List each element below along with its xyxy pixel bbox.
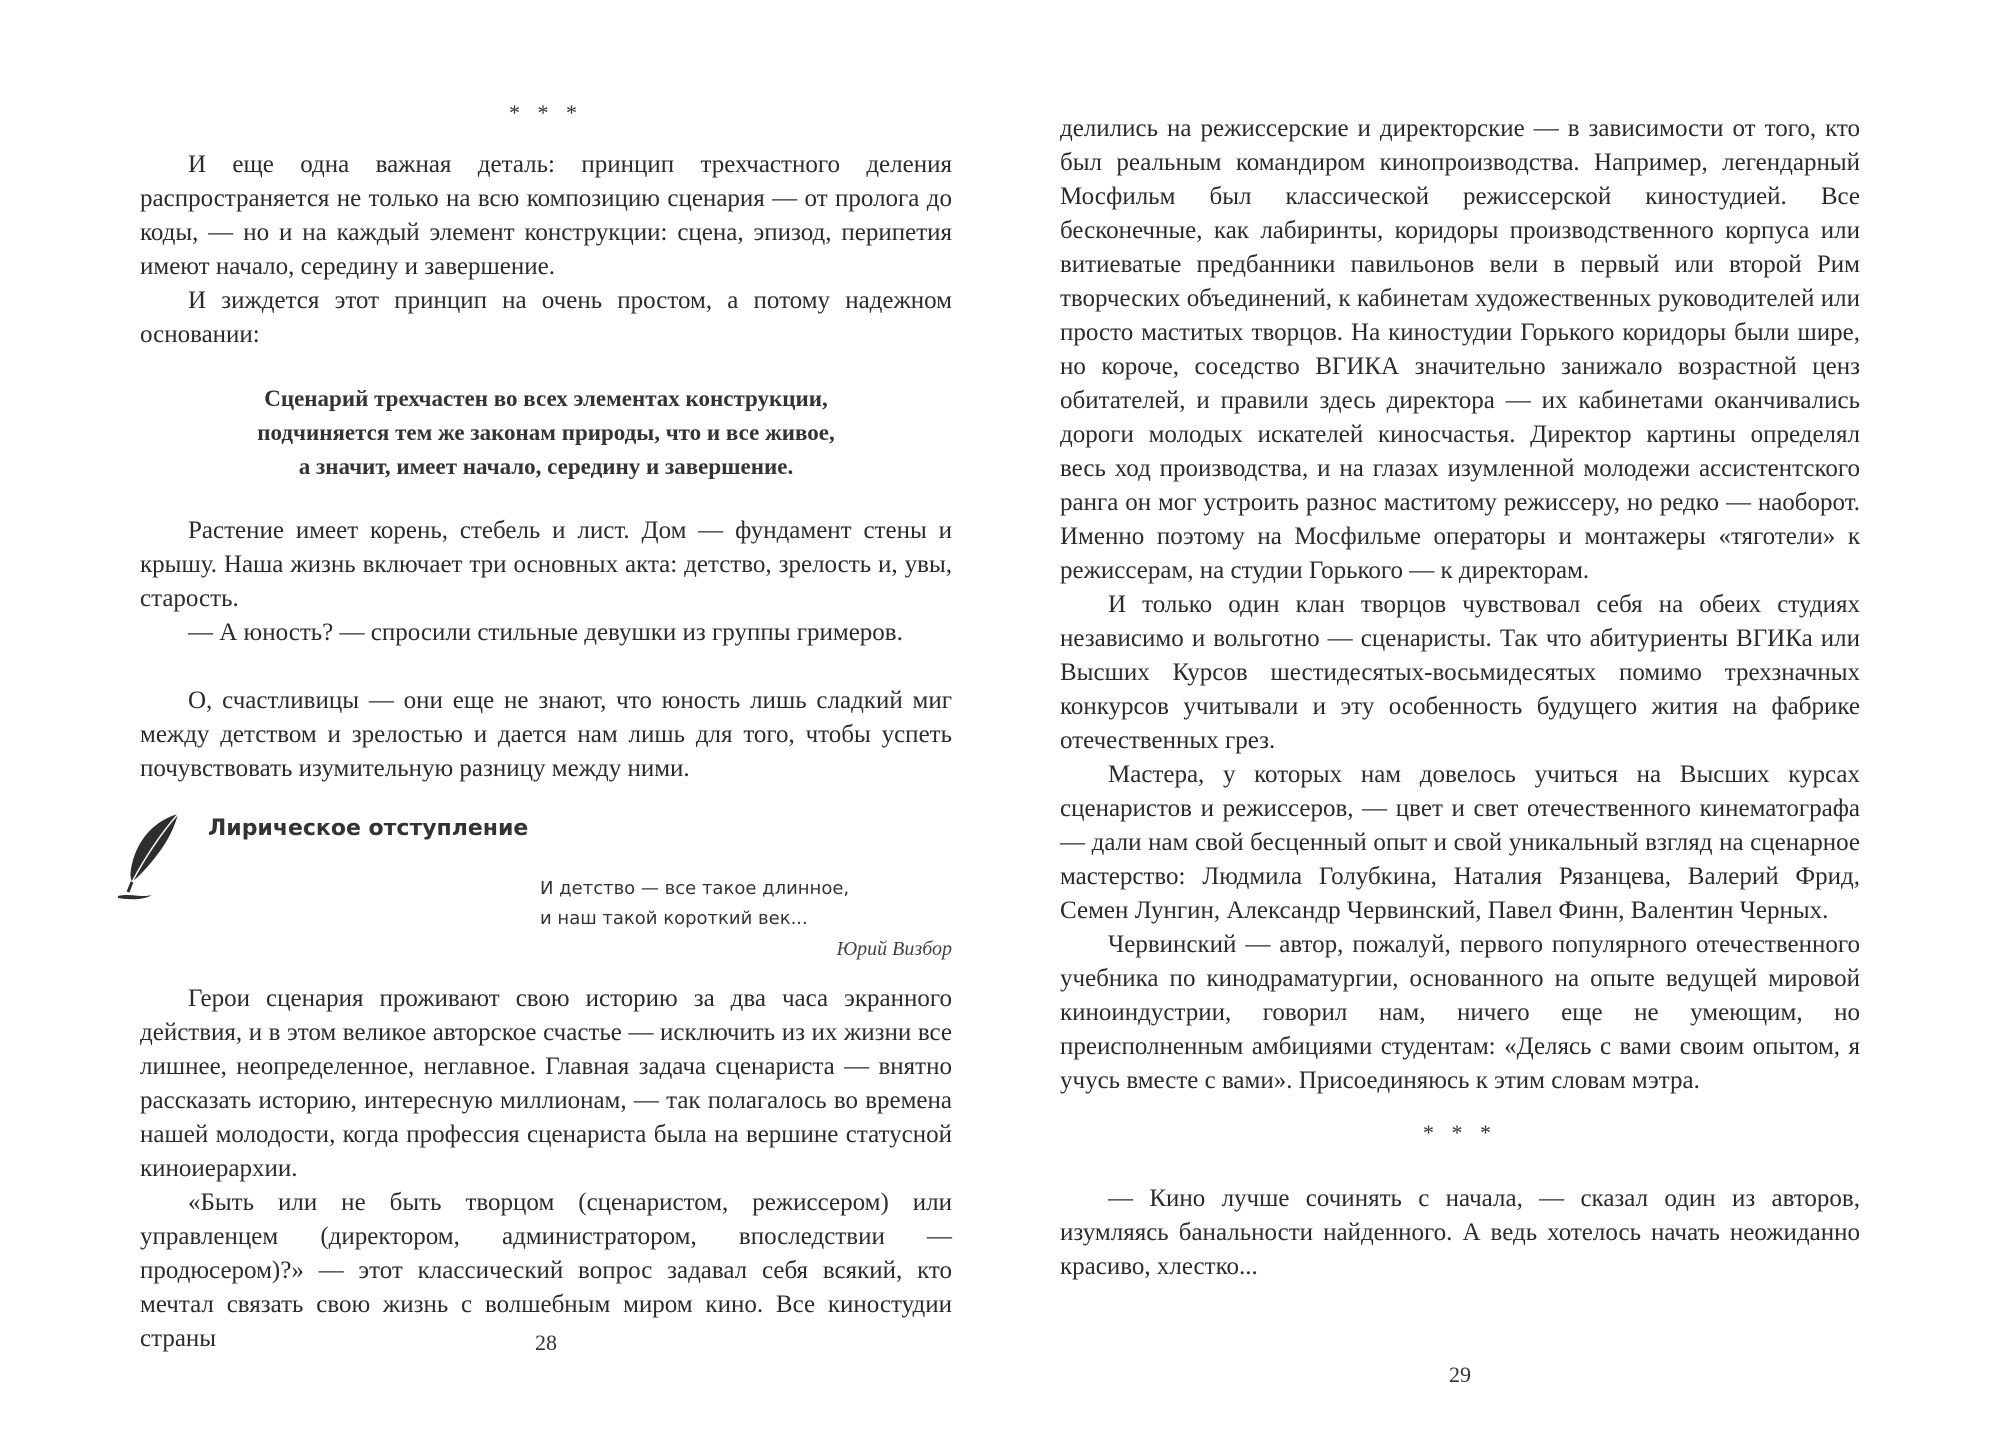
section-divider-stars-right: * * *: [1423, 1120, 1497, 1145]
left-paragraph-4: — А юность? — спросили стильные девушки из группы гримеров.: [188, 619, 903, 646]
left-paragraph-2: И зиждется этот принцип на очень простом, а потому надежном основании:: [140, 287, 952, 348]
thesis-line-2: подчиняется тем же законам природы, что и все живое,: [257, 420, 835, 445]
section-divider-stars: * * *: [509, 100, 583, 125]
thesis-block: [140, 382, 952, 484]
epigraph-line-1: И детство — все такое длинное,: [540, 878, 850, 899]
left-paragraph-6: Герои сценария проживают свою историю за два часа экранного действия, и в этом великое авторское счастье — исключить из их жизни все лишнее, неопределенное, неглавное. Главная задача сценариста — внятно рассказать историю, интересную миллионам, — так полагалось во времена нашей молодости, когда профессия сценариста была на вершине статусной киноиерархии.: [140, 985, 952, 1182]
thesis-line-3: а значит, имеет начало, середину и завершение.: [298, 454, 794, 479]
right-paragraph-5: — Кино лучше сочинять с начала, — сказал один из авторов, изумляясь банальности найденного. А ведь хотелось начать неожиданно красиво, хлестко...: [1060, 1185, 1860, 1280]
epigraph-line-2: и наш такой короткий век...: [540, 908, 808, 929]
page-number-right: 29: [1449, 1362, 1471, 1387]
left-paragraph-1: И еще одна важная деталь: принцип трехчастного деления распространяется не только на всю композицию сценария — от пролога до коды, — но и на каждый элемент конструкции: сцена, эпизод, перипетия имеют начало, середину и завершение.: [140, 151, 952, 280]
feather-quill-icon: [116, 812, 184, 904]
left-paragraph-5: О, счастливицы — они еще не знают, что юность лишь сладкий миг между детством и зрелостью и дается нам лишь для того, чтобы успеть почувствовать изумительную разницу между ними.: [140, 687, 952, 782]
thesis-line-1: Сценарий трехчастен во всех элементах конструкции,: [264, 386, 828, 411]
left-paragraph-3: Растение имеет корень, стебель и лист. Дом — фундамент стены и крышу. Наша жизнь включает три основных акта: детство, зрелость и, увы, старость.: [140, 517, 952, 612]
left-paragraph-7: «Быть или не быть творцом (сценаристом, режиссером) или управленцем (директором, администратором, впоследствии — продюсером)?» — этот классический вопрос задавал себя всякий, кто мечтал связать свою жизнь с волшебным миром кино. Все киностудии страны: [140, 1189, 952, 1352]
right-paragraph-3: Мастера, у которых нам довелось учиться на Высших курсах сценаристов и режиссеров, — цвет и свет отечественного кинематографа — дали нам свой бесценный опыт и свой уникальный взгляд на сценарное мастерство: Людмила Голубкина, Наталия Рязанцева, Валерий Фрид, Семен Лунгин, Александр Червинский, Павел Финн, Валентин Черных.: [1060, 761, 1860, 924]
left-page: [140, 0, 952, 1451]
right-page: [1060, 0, 1860, 1451]
right-paragraph-4: Червинский — автор, пожалуй, первого популярного отечественного учебника по кинодраматургии, основанного на опыте ведущей мировой киноиндустрии, говорил нам, ничего еще не умеющим, но преисполненным амбициями студентам: «Делясь с вами своим опытом, я учусь вместе с вами». Присоединяюсь к этим словам мэтра.: [1060, 931, 1860, 1094]
epigraph: [540, 874, 849, 934]
right-paragraph-1: делились на режиссерские и директорские — в зависимости от того, кто был реальным командиром кинопроизводства. Например, легендарный Мосфильм был классической режиссерской киностудией. Все бесконечные, как лабиринты, коридоры производственного корпуса или витиеватые предбанники павильонов вели в первый или второй Рим творческих объединений, к кабинетам художественных руководителей или просто маститых творцов. На киностудии Горького коридоры были шире, но короче, соседство ВГИКА значительно занижало возрастной ценз обитателей, и правили здесь директора — их кабинетами оканчивались дороги молодых искателей киносчастья. Директор картины определял весь ход производства, и на глазах изумленной молодежи ассистентского ранга он мог устроить разнос маститому режиссеру, но редко — наоборот. Именно поэтому на Мосфильме операторы и монтажеры «тяготели» к режиссерам, на студии Горького — к директорам.: [1060, 115, 1860, 584]
page-number-left: 28: [535, 1330, 557, 1355]
lyrical-digression: [140, 812, 952, 962]
right-paragraph-2: И только один клан творцов чувствовал себя на обеих студиях независимо и вольготно — сценаристы. Так что абитуриенты ВГИКа или Высших Курсов шестидесятых-восьмидесятых помимо трехзначных конкурсов учитывали и эту особенность будущего жития на фабрике отечественных грез.: [1060, 591, 1860, 754]
lyric-heading: Лирическое отступление: [208, 816, 529, 841]
epigraph-author: Юрий Визбор: [836, 938, 952, 960]
